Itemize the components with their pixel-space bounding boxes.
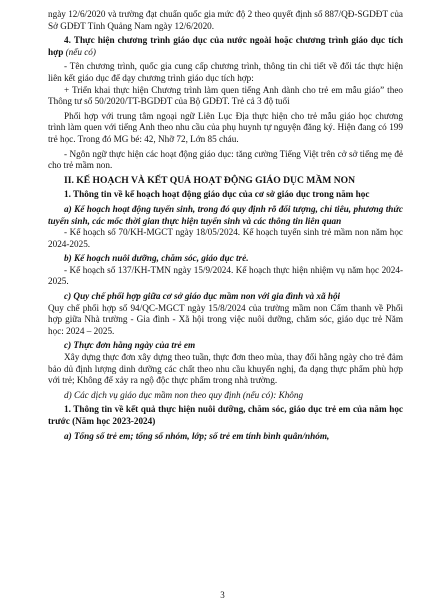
heading-total-children: a) Tổng số trẻ em; tổng số nhóm, lớp; số trẻ em tính bình quân/nhóm, bbox=[64, 430, 330, 441]
paragraph-program-name: - Tên chương trình, quốc gia cung cấp chương trình, thông tin chi tiết về đối tác thực hiện liên kết giáo dục để dạy chương trình giáo dục tích hợp: bbox=[48, 61, 403, 83]
heading-results-info: 1. Thông tin về kết quả thực hiện nuôi dưỡng, chăm sóc, giáo dục trẻ em của năm học trước (Năm học 2023-2024) bbox=[48, 404, 403, 426]
heading-foreign-program-note: (nếu có) bbox=[63, 46, 96, 57]
heading-care-plan: b) Kế hoạch nuôi dưỡng, chăm sóc, giáo dục trẻ. bbox=[64, 253, 249, 264]
paragraph-english-program: + Triển khai thực hiện Chương trình làm quen tiếng Anh dành cho trẻ em mẫu giáo” theo Thông tư số 50/2020/TT-BGDĐT của Bộ GDĐT. Trẻ cả 3 độ tuổi bbox=[48, 84, 403, 107]
heading-plan-info: 1. Thông tin về kế hoạch hoạt động giáo dục của cơ sở giáo dục trong năm học bbox=[64, 189, 370, 200]
heading-enrollment-plan: a) Kế hoạch hoạt động tuyển sinh, trong đó quy định rõ đối tượng, chỉ tiêu, phương thức tuyển sinh, các mốc thời gian thực hiện tuyển sinh và các thông tin liên quan bbox=[48, 203, 403, 226]
paragraph-teaching-language: - Ngôn ngữ thực hiện các hoạt động giáo dục: tăng cường Tiếng Việt trên cở sở tiếng mẹ đẻ cho trẻ mầm non. bbox=[48, 148, 403, 171]
paragraph-services: d) Các dịch vụ giáo dục mầm non theo quy định (nếu có): Không bbox=[64, 389, 304, 400]
paragraph-language-center: Phối hợp với trung tâm ngoại ngữ Liên Lục Địa thực hiện cho trẻ mẫu giáo học chương trình làm quen với tiếng Anh theo nhu cầu của phụ huynh tự nguyện đăng ký. Hiện đang có 199 trẻ học. Trong đó MG bé: 42, Nhỡ 72, Lớn 85 cháu. bbox=[48, 110, 403, 144]
paragraph-daily-menu: Xây dựng thực đơn xây dựng theo tuần, thực đơn theo mùa, thay đổi hằng ngày cho trẻ đảm bảo dủ định lượng dinh dưỡng các chất theo nhu cầu khuyến nghị, đa dạng thực phẩm phù hợp với trẻ; Không để xảy ra ngộ độc thực phẩm trong nhà trường. bbox=[48, 352, 403, 386]
paragraph-intro: ngày 12/6/2020 và trường đạt chuẩn quốc gia mức độ 2 theo quyết định số 887/QĐ-SGDĐT của Sở GDĐT Tỉnh Quảng Nam ngày 12/6/2020. bbox=[48, 9, 403, 31]
paragraph-care-plan: - Kế hoạch số 137/KH-TMN ngày 15/9/2024. Kế hoạch thực hiện nhiệm vụ năm học 2024-2025. bbox=[48, 264, 403, 287]
section-heading-ii: II. KẾ HOẠCH VÀ KẾT QUẢ HOẠT ĐỘNG GIÁO DỤC MẦM NON bbox=[64, 174, 356, 186]
heading-coordination-rules: c) Quy chế phối hợp giữa cơ sở giáo dục mầm non với gia đình và xã hội bbox=[64, 291, 341, 302]
heading-daily-menu: c) Thực đơn hằng ngày của trẻ em bbox=[64, 340, 196, 351]
page-number: 3 bbox=[220, 590, 225, 601]
paragraph-enrollment-plan: - Kế hoạch số 70/KH-MGCT ngày 18/05/2024. Kế hoạch tuyển sinh trẻ mầm non năm học 2024-2025. bbox=[48, 227, 403, 249]
heading-foreign-program bbox=[48, 35, 403, 58]
paragraph-coordination-rules: Quy chế phối hợp số 94/QC-MGCT ngày 15/8/2024 của trường mầm non Cẩm thanh về Phối hợp giữa Nhà trường - Gia đình - Xã hội trong việc nuôi dưỡng, chăm sóc, giáo dục trẻ Năm học: 2024 – 2025. bbox=[48, 302, 403, 336]
heading-foreign-program-bold: 4. Thực hiện chương trình giáo dục của nước ngoài hoặc chương trình giáo dục tích hợp bbox=[48, 35, 403, 57]
